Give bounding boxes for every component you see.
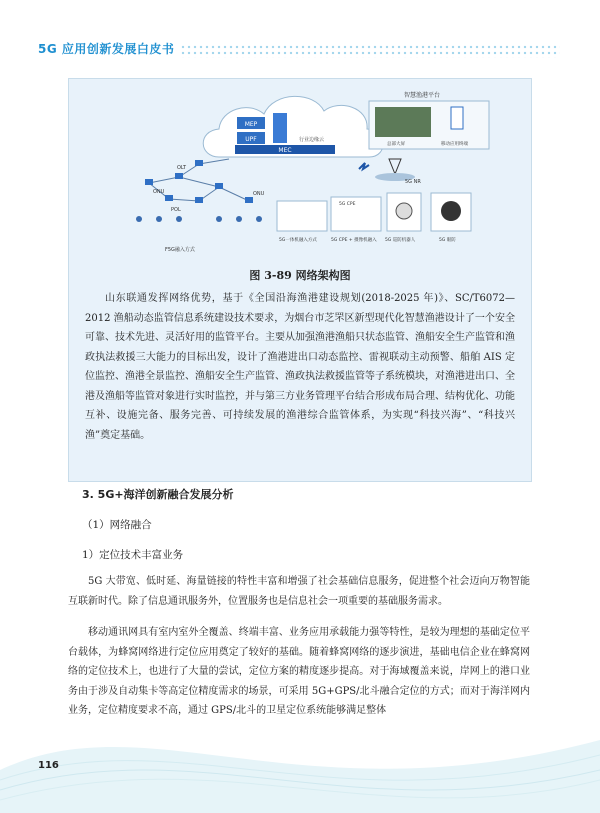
camera-icons [136, 216, 262, 222]
svg-text:5G 巡防机器人: 5G 巡防机器人 [385, 238, 416, 243]
svg-text:5G CPE + 摄像机融入: 5G CPE + 摄像机融入 [331, 238, 377, 243]
network-architecture-diagram [69, 79, 531, 259]
sub-subsection-heading: 1）定位技术丰富业务 [82, 549, 184, 561]
body-paragraph-1: 5G 大带宽、低时延、海量链接的特性丰富和增强了社会基础信息服务，促进整个社会迈向万物智能互联新时代。除了信息通讯服务外，位置服务也是信息社会一项重要的基础服务需求。 [68, 576, 530, 607]
case-study-box [68, 78, 532, 482]
svg-text:5G CPE: 5G CPE [339, 202, 356, 207]
svg-text:ONU: ONU [153, 189, 165, 195]
svg-text:POL: POL [171, 207, 181, 213]
lightning-icon [359, 163, 369, 169]
body-paragraph-2: 移动通讯网具有室内室外全覆盖、终端丰富、业务应用承载能力强等特性，是较为理想的基础定位平台载体，为蜂窝网络进行定位应用奠定了较好的基础。随着蜂窝网络的逐步演进，基础电信企业在蜂窝网络的定位技术上，也进行了大量的尝试，定位方案的精度逐步提高。对于海域覆盖来说，岸网上的港口业务由于涉及自动集卡等高定位精度需求的场景，可采用 5G+GPS/北斗融合定位的方式；而对于海洋网内业务，定位精度要求不高，通过 GPS/北斗的卫星定位系统能够满足整体 [68, 627, 530, 716]
svg-text:5G 眼防: 5G 眼防 [439, 238, 456, 243]
subsection-heading: （1）网络融合 [82, 519, 152, 531]
header-title: 5G 应用创新发展白皮书 [38, 42, 175, 56]
svg-text:F5G融入方式: F5G融入方式 [165, 247, 195, 253]
big-screen-icon [375, 107, 431, 137]
svg-text:总部大屏: 总部大屏 [387, 142, 405, 147]
server-icon [273, 113, 287, 143]
box-paragraph: 山东联通发挥网络优势，基于《全国沿海渔港建设规划(2018-2025 年)》、SC/T6072—2012 渔船动态监管信息系统建设技术要求，为烟台市芝罘区新型现代化智慧渔港设计了一个安全可靠、技术先进、灵活好用的监管平台。主要从加强渔港渔船只状态监管、渔船安全生产监管和渔政执法救援三大能力的目标出发，设计了渔港进出口动态监控、雷视联动主动预警、船舶 AIS 定位监控、渔港全景监控、渔船安全生产监管、渔政执法救援监管等子系统模块，对渔港进出口、全港及渔船等监管对象进行实时监控，并与第三方业务管理平台结合形成布局合理、结构优化、功能互补、设施完备、服务完善、可持续发展的渔港综合监管体系，为实现“科技兴海”、“科技兴渔”奠定基础。 [85, 293, 515, 441]
svg-text:智慧渔港平台: 智慧渔港平台 [404, 92, 441, 99]
figure-caption: 图 3-89 网络架构图 [249, 269, 351, 282]
svg-text:5G一体机融入方式: 5G一体机融入方式 [279, 238, 317, 243]
svg-text:移动应用终端: 移动应用终端 [441, 142, 468, 147]
mobile-terminal-icon [451, 107, 463, 129]
svg-text:MEP: MEP [244, 121, 258, 128]
svg-text:ONU: ONU [253, 191, 265, 197]
svg-text:MEC: MEC [278, 147, 292, 154]
section-heading: 3. 5G+海洋创新融合发展分析 [82, 488, 234, 501]
robot-icon [396, 203, 412, 219]
5g-tower-icon [389, 159, 401, 174]
svg-text:OLT: OLT [177, 165, 187, 171]
header-dot-pattern [180, 44, 560, 58]
svg-text:行业边缘云: 行业边缘云 [299, 137, 325, 143]
page-number: 116 [38, 760, 59, 771]
person-avatar-icon [441, 201, 461, 221]
svg-text:5G NR: 5G NR [405, 179, 421, 185]
svg-text:UPF: UPF [245, 136, 257, 143]
device-card-1 [277, 201, 327, 231]
